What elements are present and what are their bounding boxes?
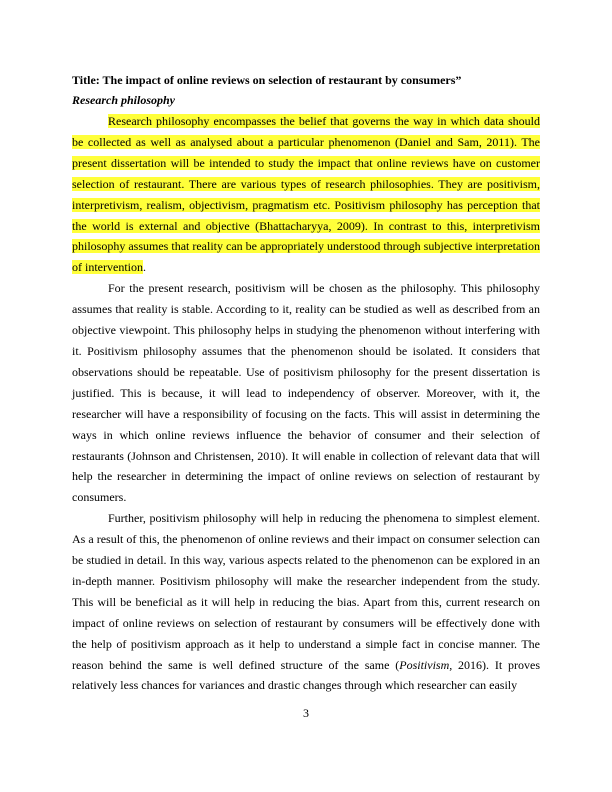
section-heading: Research philosophy bbox=[72, 93, 176, 107]
paragraph-tail: . bbox=[142, 260, 146, 275]
citation-italic: Positivism, bbox=[399, 657, 453, 672]
paragraph-positivism-choice: For the present research, positivism will be chosen as the philosophy. This philosophy assumes that reality is stable. According to it, reality can be studied as well as described from an objective viewpoint. This philosophy helps in studying the phenomenon without interfering with it. Positivism philosophy assumes that the phenomenon should be isolated. It considers that observations should be repeatable. Use of positivism philosophy for the present dissertation is justified. This is because, it will lead to independency of observer. Moreover, with it, the researcher will have a responsibility of focusing on the facts. This will assist in determining the ways in which online reviews influence the behavior of consumer and their selection of restaurants (Johnson and Christensen, 2010). It will enable in collection of relevant data that will help the researcher in determining the impact of online reviews on selection of restaurant by consumers. bbox=[72, 281, 540, 505]
document-title: Title: The impact of online reviews on selection of restaurant by consumers” bbox=[72, 73, 462, 87]
paragraph-text: Further, positivism philosophy will help in reducing the phenomena to simplest element. As a result of this, the phenomenon of online reviews and their impact on consumer selection can be studied in detail. In this way, various aspects related to the phenomenon can be explored in an in-depth manner. Positivism philosophy will make the researcher independent from the study. This will be beneficial as it will help in reducing the bias. Apart from this, current research on impact of online reviews on selection of restaurant by consumers will be effectively done with the help of positivism approach as it help to understand a simple fact in concise manner. The reason behind the same is well defined structure of the same ( bbox=[72, 511, 540, 672]
paragraph-positivism-benefits bbox=[72, 508, 540, 696]
page-number: 3 bbox=[303, 706, 309, 720]
highlighted-text: Research philosophy encompasses the belief that governs the way in which data should be collected as well as analysed about a particular phenomenon (Daniel and Sam, 2011). The present dissertation will be intended to study the impact that online reviews have on customer selection of restaurant. There are various types of research philosophies. They are positivism, interpretivism, realism, objectivism, pragmatism etc. Positivism philosophy has perception that the world is external and objective (Bhattacharyya, 2009). In contrast to this, interpretivism philosophy assumes that reality can be appropriately understood through subjective interpretation of intervention bbox=[72, 114, 540, 275]
paragraph-text-continued: 2016). It proves relatively less chances for variances and drastic changes through which researcher can easily bbox=[72, 657, 541, 693]
paragraph-research-philosophy bbox=[72, 111, 540, 278]
